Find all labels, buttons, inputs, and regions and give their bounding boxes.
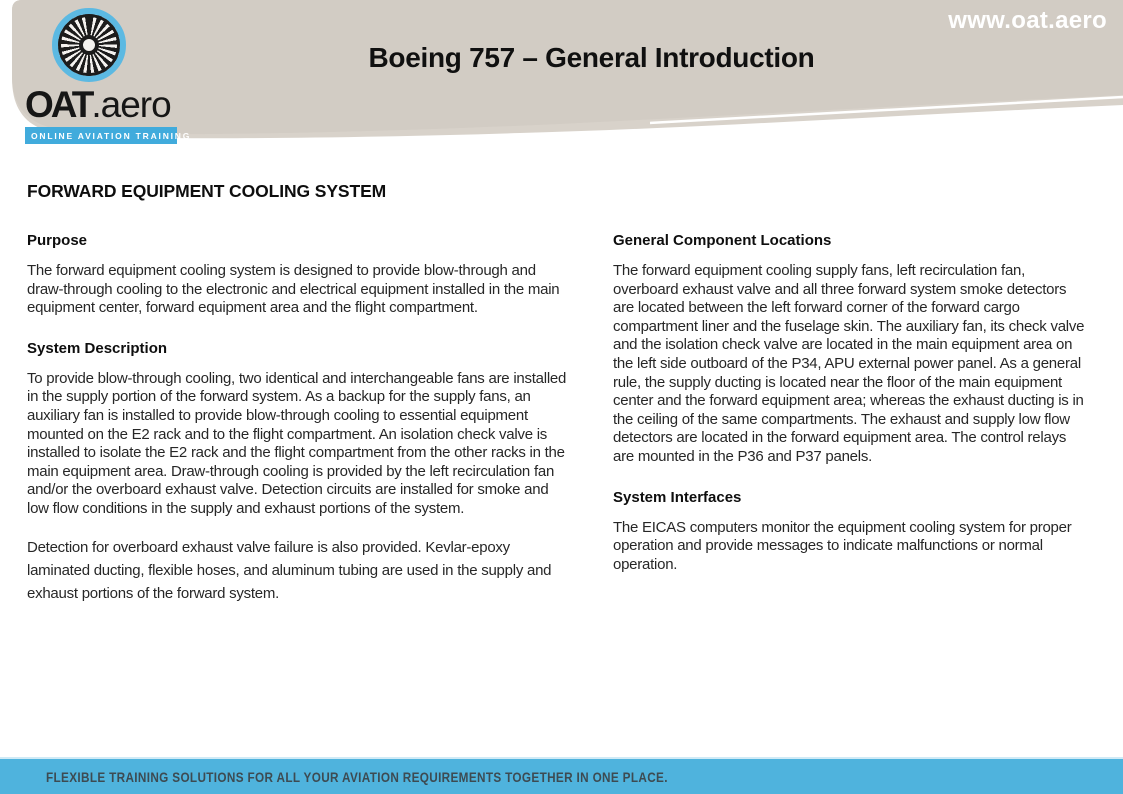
section-heading-system-description: System Description	[27, 339, 168, 357]
paragraph-system-description-2: Detection for overboard exhaust valve failure is also provided. Kevlar-epoxy laminated ducting, flexible hoses, and aluminum tubing are used in the supply and exhaust portions of the forward system.	[27, 538, 552, 602]
right-column	[613, 232, 1085, 622]
two-column-layout	[27, 232, 1097, 622]
turbine-engine-icon	[52, 8, 126, 82]
footer-tagline: FLEXIBLE TRAINING SOLUTIONS FOR ALL YOUR AVIATION REQUIREMENTS TOGETHER IN ONE PLACE.	[46, 768, 668, 785]
content-heading: FORWARD EQUIPMENT COOLING SYSTEM	[27, 181, 387, 201]
oat-logo	[25, 8, 192, 144]
footer-bar	[0, 757, 1123, 794]
paragraph-system-description-1: To provide blow-through cooling, two identical and interchangeable fans are installed in the supply portion of the forward system. As a backup for the supply fans, an auxiliary fan is installed to provide blow-through cooling to essential equipment mounted on the E2 rack and to the flight compartment. An isolation check valve is installed to isolate the E2 rack and the flight compartment from the other racks in the main equipment area. Draw-through cooling is provided by the left recirculation fan and/or the overboard exhaust valve. Detection circuits are installed for smoke and low flow conditions in the supply and exhaust portions of the system.	[27, 369, 567, 517]
section-heading-component-locations: General Component Locations	[613, 232, 832, 249]
paragraph-system-interfaces: The EICAS computers monitor the equipment cooling system for proper operation and provide messages to indicate malfunctions or normal operation.	[613, 518, 1072, 573]
website-link[interactable]: www.oat.aero	[948, 7, 1107, 34]
logo-suffix-text: .aero	[91, 84, 171, 125]
paragraph-component-locations: The forward equipment cooling supply fans, left recirculation fan, overboard exhaust valve and all three forward system smoke detectors are located between the left forward corner of the forward cargo compartment liner and the fuselage skin. The auxiliary fan, its check valve and the isolation check valve are located in the main equipment area on the left side outboard of the P34, APU external power panel. As a general rule, the supply ducting is located near the floor of the main equipment center and the forward equipment area; whereas the exhaust ducting is in the ceiling of the same compartments. The exhaust and supply low flow detectors are located in the forward equipment area. The control relays are mounted in the P36 and P37 panels.	[613, 262, 1085, 465]
logo-brand-text: OAT	[25, 84, 92, 125]
paragraph-purpose: The forward equipment cooling system is designed to provide blow-through and draw-through cooling to the electronic and electrical equipment installed in the main equipment center, forward equipment area and the flight compartment.	[27, 262, 560, 317]
logo-tagline: ONLINE AVIATION TRAINING	[25, 127, 177, 144]
logo-wordmark	[25, 86, 177, 123]
document-body	[27, 181, 1097, 622]
section-heading-system-interfaces: System Interfaces	[613, 488, 742, 506]
page-title: Boeing 757 – General Introduction	[368, 42, 815, 73]
section-heading-purpose: Purpose	[27, 232, 88, 249]
left-column	[27, 232, 567, 622]
